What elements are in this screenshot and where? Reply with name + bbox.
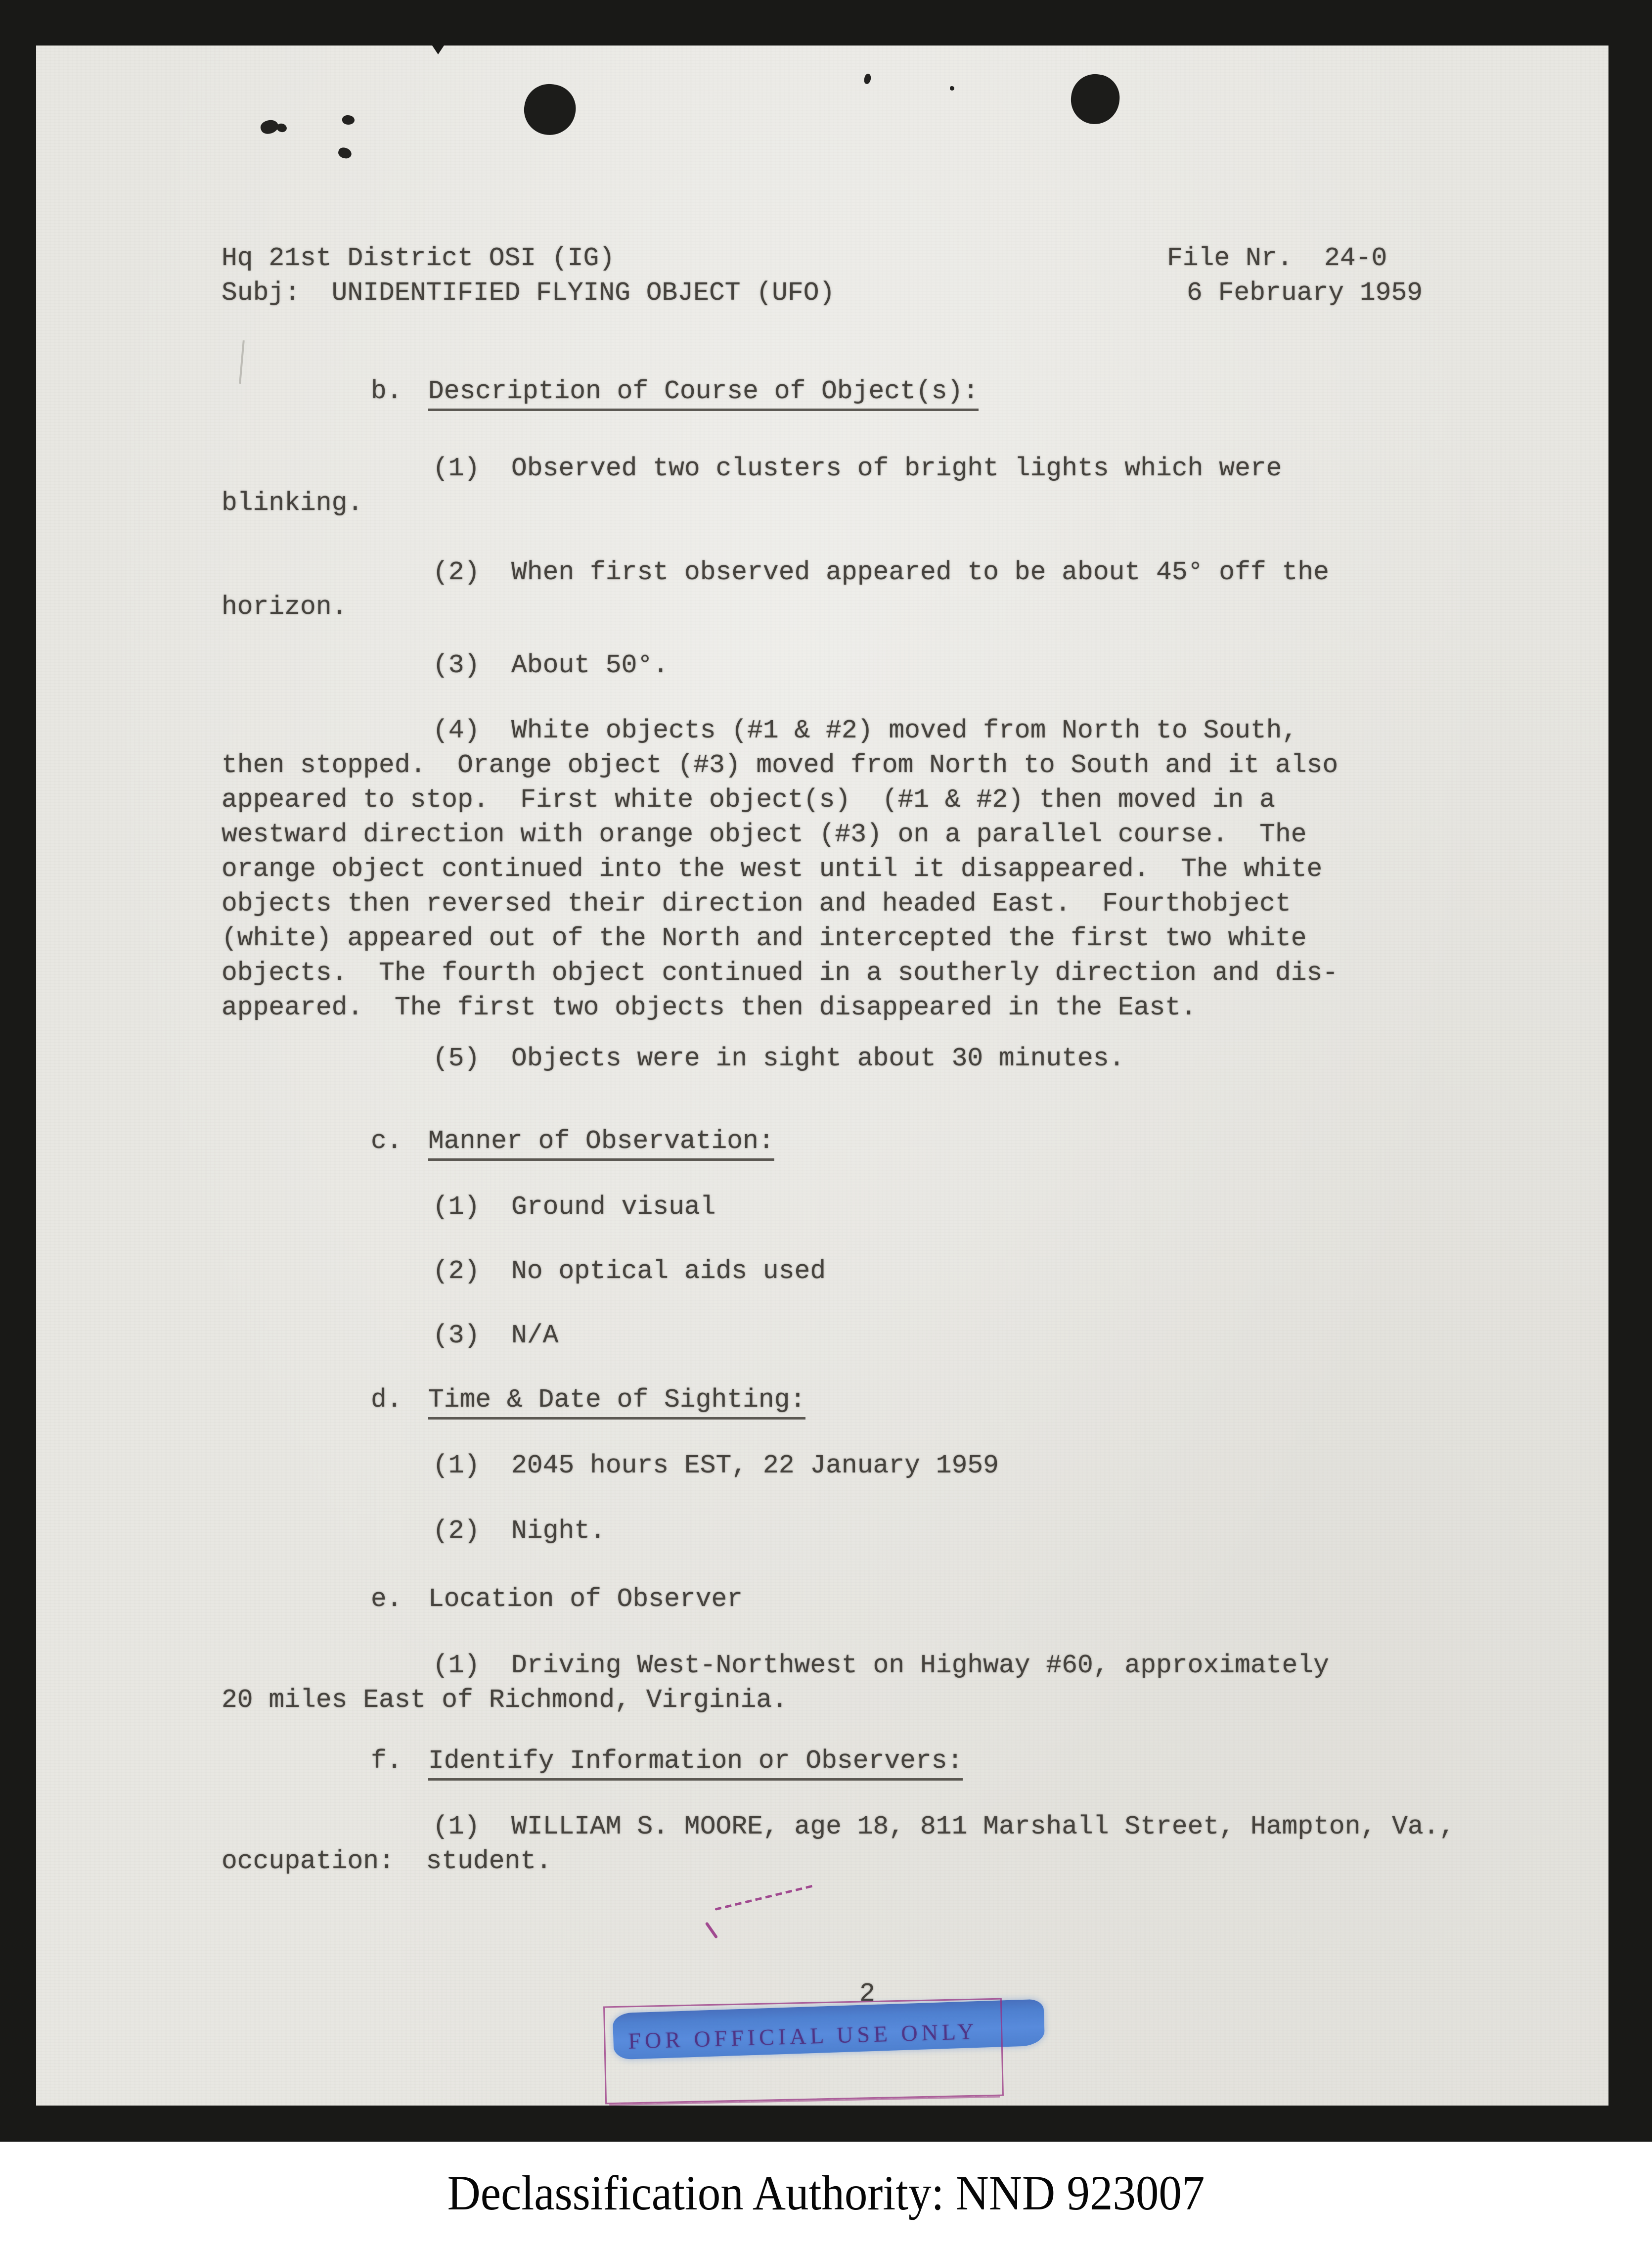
typed-line: (3) N/A xyxy=(433,1321,559,1350)
section-title: Identify Information or Observers: xyxy=(428,1746,963,1781)
typed-line: appeared. The first two objects then disappeared in the East. xyxy=(222,993,1197,1022)
typed-line: (2) When first observed appeared to be about 45° off the xyxy=(433,557,1329,587)
section-d-heading xyxy=(371,1382,805,1417)
header-date: 6 February 1959 xyxy=(1187,278,1423,308)
section-letter: f. xyxy=(371,1746,402,1776)
typed-line: (1) Driving West-Northwest on Highway #60, approximately xyxy=(433,1651,1329,1680)
typed-line: objects. The fourth object continued in a southerly direction and dis- xyxy=(222,958,1339,988)
section-letter: c. xyxy=(371,1126,402,1156)
section-title: Manner of Observation: xyxy=(428,1126,774,1161)
section-letter: d. xyxy=(371,1385,402,1415)
typed-line: (1) Ground visual xyxy=(433,1192,716,1222)
typed-line: (2) No optical aids used xyxy=(433,1256,826,1286)
section-title: Description of Course of Object(s): xyxy=(428,376,979,411)
typed-line: horizon. xyxy=(222,592,348,622)
typed-line: (2) Night. xyxy=(433,1516,606,1546)
typed-line: orange object continued into the west until it disappeared. The white xyxy=(222,854,1323,884)
section-letter: e. xyxy=(371,1584,402,1614)
official-use-stamp-text: FOR OFFICIAL USE ONLY xyxy=(627,2019,979,2054)
typed-line: (1) Observed two clusters of bright lights which were xyxy=(433,454,1282,483)
typed-line: (white) appeared out of the North and intercepted the first two white xyxy=(222,923,1307,953)
typed-line: (3) About 50°. xyxy=(433,650,669,680)
ink-speck xyxy=(950,86,954,91)
header-file-number: File Nr. 24-0 xyxy=(1167,243,1387,273)
section-title: Location of Observer xyxy=(428,1584,743,1614)
typed-line: blinking. xyxy=(222,488,363,518)
typed-line: (1) WILLIAM S. MOORE, age 18, 811 Marshall Street, Hampton, Va., xyxy=(433,1812,1455,1841)
section-e-heading xyxy=(371,1582,743,1616)
typed-line: (4) White objects (#1 & #2) moved from North to South, xyxy=(433,716,1298,745)
typed-line: objects then reversed their direction and headed East. Fourthobject xyxy=(222,889,1291,918)
section-b-heading xyxy=(371,374,979,409)
section-c-heading xyxy=(371,1124,774,1158)
section-letter: b. xyxy=(371,376,402,406)
typed-line: (1) 2045 hours EST, 22 January 1959 xyxy=(433,1451,999,1480)
header-subject-line: Subj: UNIDENTIFIED FLYING OBJECT (UFO) xyxy=(222,278,835,308)
typed-line: westward direction with orange object (#3) on a parallel course. The xyxy=(222,820,1307,849)
typed-line: 20 miles East of Richmond, Virginia. xyxy=(222,1685,788,1715)
ink-speck xyxy=(342,115,355,125)
section-title: Time & Date of Sighting: xyxy=(428,1385,805,1420)
declassification-banner xyxy=(0,2142,1652,2248)
declassification-text: Declassification Authority: NND 923007 xyxy=(447,2165,1205,2220)
typed-line: (5) Objects were in sight about 30 minutes. xyxy=(433,1044,1125,1073)
typed-line: appeared to stop. First white object(s) (#1 & #2) then moved in a xyxy=(222,785,1275,815)
typed-line: then stopped. Orange object (#3) moved from North to South and it also xyxy=(222,750,1339,780)
page-number: 2 xyxy=(859,1979,875,2009)
header-org-line: Hq 21st District OSI (IG) xyxy=(222,243,615,273)
typed-line: occupation: student. xyxy=(222,1846,552,1876)
section-f-heading xyxy=(371,1743,963,1778)
